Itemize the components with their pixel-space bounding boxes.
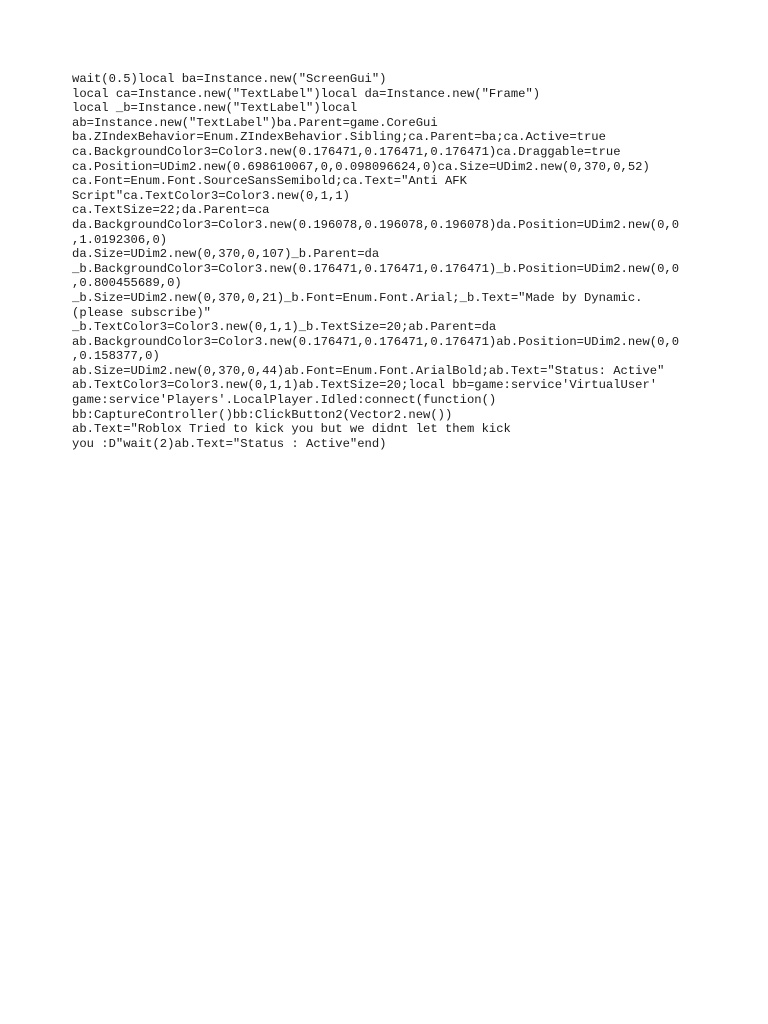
code-line: ca.Font=Enum.Font.SourceSansSemibold;ca.Text="Anti AFK: [72, 174, 467, 189]
code-line: da.BackgroundColor3=Color3.new(0.196078,0.196078,0.196078)da.Position=UDim2.new(0,0: [72, 217, 680, 232]
code-line: ab.Size=UDim2.new(0,370,0,44)ab.Font=Enum.Font.ArialBold;ab.Text="Status: Active": [72, 363, 665, 378]
code-line: da.Size=UDim2.new(0,370,0,107)_b.Parent=da: [72, 247, 380, 262]
code-line: _b.TextColor3=Color3.new(0,1,1)_b.TextSize=20;ab.Parent=da: [72, 320, 497, 335]
code-line: local ca=Instance.new("TextLabel")local da=Instance.new("Frame"): [72, 86, 541, 101]
code-line: game:service'Players'.LocalPlayer.Idled:connect(function(): [72, 393, 497, 408]
code-line: wait(0.5)local ba=Instance.new("ScreenGui"): [72, 72, 387, 86]
code-line: ab.BackgroundColor3=Color3.new(0.176471,0.176471,0.176471)ab.Position=UDim2.new(0,0: [72, 334, 680, 349]
code-listing: [72, 72, 702, 451]
code-line: ,0.158377,0): [72, 349, 160, 364]
code-line: ,0.800455689,0): [72, 276, 182, 291]
code-line: you :D"wait(2)ab.Text="Status : Active"end): [72, 436, 387, 451]
code-line: ca.TextSize=22;da.Parent=ca: [72, 203, 270, 218]
code-line: ab=Instance.new("TextLabel")ba.Parent=game.CoreGui: [72, 115, 438, 130]
code-line: ab.TextColor3=Color3.new(0,1,1)ab.TextSize=20;local bb=game:service'VirtualUser': [72, 378, 658, 393]
code-line: ca.BackgroundColor3=Color3.new(0.176471,0.176471,0.176471)ca.Draggable=true: [72, 144, 621, 159]
code-line: ab.Text="Roblox Tried to kick you but we didnt let them kick: [72, 422, 511, 437]
code-line: ,1.0192306,0): [72, 232, 168, 247]
code-line: Script"ca.TextColor3=Color3.new(0,1,1): [72, 188, 350, 203]
code-line: _b.BackgroundColor3=Color3.new(0.176471,0.176471,0.176471)_b.Position=UDim2.new(0,0: [72, 261, 680, 276]
code-line: ba.ZIndexBehavior=Enum.ZIndexBehavior.Sibling;ca.Parent=ba;ca.Active=true: [72, 130, 606, 145]
code-line: (please subscribe)": [72, 305, 211, 320]
code-line: local _b=Instance.new("TextLabel")local: [72, 101, 358, 116]
code-line: _b.Size=UDim2.new(0,370,0,21)_b.Font=Enum.Font.Arial;_b.Text="Made by Dynamic.: [72, 290, 643, 305]
code-line: bb:CaptureController()bb:ClickButton2(Vector2.new()): [72, 407, 453, 422]
code-line: ca.Position=UDim2.new(0.698610067,0,0.098096624,0)ca.Size=UDim2.new(0,370,0,52): [72, 159, 650, 174]
